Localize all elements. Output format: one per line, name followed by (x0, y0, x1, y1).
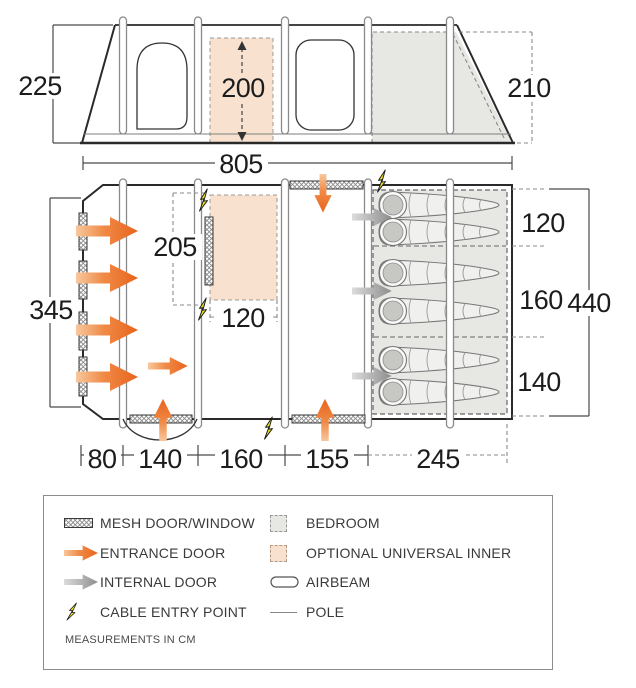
dim-value-front-245: 245 (416, 444, 460, 474)
legend-box (43, 495, 553, 670)
dim-label-120-inner (217, 303, 270, 333)
measurements-note: MEASUREMENTS IN CM (65, 634, 196, 646)
dim-label-front-140 (134, 444, 187, 474)
dim-label-805 (215, 149, 268, 179)
dim-label-bedroom-120 (517, 208, 570, 238)
dim-label-front-160 (215, 444, 268, 474)
dim-value-440: 440 (567, 288, 611, 318)
bedroom-swatch-icon (270, 515, 306, 532)
elevation-window-2 (296, 40, 354, 130)
airbeam-pill-icon (270, 576, 306, 588)
dim-value-200: 200 (221, 73, 265, 103)
elevation-view (53, 17, 532, 170)
legend-label: ENTRANCE DOOR (100, 545, 226, 561)
dim-label-440 (563, 288, 616, 318)
dim-label-front-245 (412, 444, 465, 474)
legend-item-mesh (64, 512, 255, 534)
internal-arrow-icon (64, 574, 100, 590)
legend-label: MESH DOOR/WINDOW (100, 515, 255, 531)
dim-label-front-155 (301, 444, 354, 474)
elevation-bedroom-area (372, 32, 510, 143)
dim-value-front-155: 155 (305, 444, 349, 474)
legend-item-bedroom (270, 512, 380, 534)
dim-value-225: 225 (18, 71, 62, 101)
entrance-arrow-icon (64, 545, 100, 561)
dim-label-200 (217, 73, 270, 103)
dim-value-120-inner: 120 (221, 303, 265, 333)
legend-item-entrance-door (64, 542, 226, 564)
dim-value-345: 345 (29, 295, 73, 325)
dim-label-front-80 (84, 444, 121, 474)
legend-label: CABLE ENTRY POINT (100, 604, 247, 620)
legend-item-pole (270, 601, 344, 623)
dim-value-205: 205 (153, 232, 197, 262)
dim-value-bedroom-160: 160 (519, 285, 563, 315)
dim-label-210 (503, 73, 556, 103)
legend-item-airbeam (270, 571, 370, 593)
dim-label-225 (14, 71, 67, 101)
dim-value-bedroom-120: 120 (521, 208, 565, 238)
legend-label: INTERNAL DOOR (100, 574, 218, 590)
legend-label: OPTIONAL UNIVERSAL INNER (306, 545, 512, 561)
inner-swatch-icon (270, 545, 306, 562)
legend-item-internal-door (64, 571, 217, 593)
dim-value-bedroom-140: 140 (517, 367, 561, 397)
dim-value-805: 805 (219, 149, 263, 179)
elevation-left-slope (82, 25, 115, 143)
dim-label-bedroom-160 (515, 285, 568, 315)
dim-value-front-80: 80 (87, 444, 117, 474)
mesh-swatch-icon (64, 518, 100, 528)
pole-line-icon (270, 612, 306, 613)
dim-label-205 (149, 232, 202, 262)
legend-label: POLE (306, 604, 345, 620)
elevation-window-1 (137, 43, 187, 129)
dim-value-front-140: 140 (138, 444, 182, 474)
dim-label-345 (25, 295, 78, 325)
cable-bolt-icon (64, 601, 100, 623)
legend-item-optional-inner (270, 542, 511, 564)
legend-item-cable-entry (64, 601, 247, 623)
dim-label-bedroom-140 (513, 367, 566, 397)
floorplan-view (50, 170, 589, 466)
dim-value-210: 210 (507, 73, 551, 103)
dim-value-front-160: 160 (219, 444, 263, 474)
floorplan-inner-area (210, 195, 277, 300)
dim-805-line (83, 156, 512, 170)
legend-label: AIRBEAM (306, 574, 371, 590)
legend-label: BEDROOM (306, 515, 380, 531)
